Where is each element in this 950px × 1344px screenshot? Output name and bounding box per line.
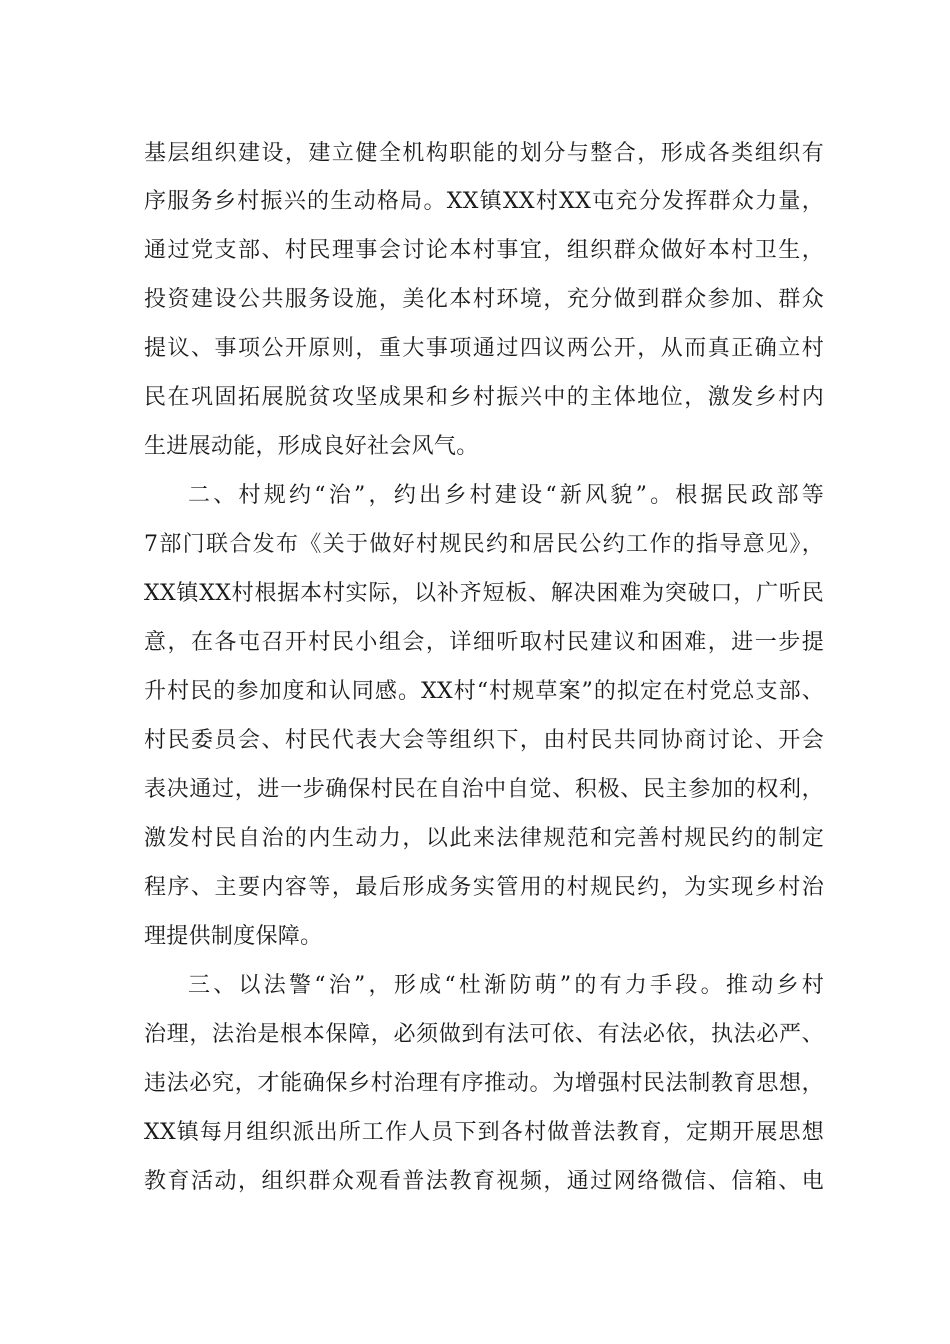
- text-line: 村民委员会、村民代表大会等组织下，由村民共同协商讨论、开会: [144, 728, 824, 753]
- text-line: 理提供制度保障。: [144, 924, 323, 949]
- text-line: 治理，法治是根本保障，必须做到有法可依、有法必依，执法必严、: [144, 1022, 824, 1047]
- text-line: 序服务乡村振兴的生动格局。XX镇XX村XX屯充分发挥群众力量，: [144, 189, 824, 214]
- text-line: 生进展动能，形成良好社会风气。: [144, 434, 479, 459]
- section-heading-line: 三、以法警“治”，形成“杜渐防萌”的有力手段。推动乡村: [188, 973, 824, 998]
- text-line: 违法必究，才能确保乡村治理有序推动。为增强村民法制教育思想，: [144, 1071, 824, 1096]
- text-line: 激发村民自治的内生动力，以此来法律规范和完善村规民约的制定: [144, 826, 824, 851]
- text-line: 7部门联合发布《关于做好村规民约和居民公约工作的指导意见》，: [144, 532, 824, 557]
- section-heading-line: 二、村规约“治”，约出乡村建设“新风貌”。根据民政部等: [188, 483, 824, 508]
- text-line: 教育活动，组织群众观看普法教育视频，通过网络微信、信箱、电: [144, 1169, 824, 1194]
- text-line: 提议、事项公开原则，重大事项通过四议两公开，从而真正确立村: [144, 336, 824, 361]
- text-line: 表决通过，进一步确保村民在自治中自觉、积极、民主参加的权利，: [144, 777, 824, 802]
- text-line: XX镇每月组织派出所工作人员下到各村做普法教育，定期开展思想: [144, 1120, 824, 1145]
- text-line: 投资建设公共服务设施，美化本村环境，充分做到群众参加、群众: [144, 287, 824, 312]
- text-line: 通过党支部、村民理事会讨论本村事宜，组织群众做好本村卫生，: [144, 238, 824, 263]
- text-line: 升村民的参加度和认同感。XX村“村规草案”的拟定在村党总支部、: [144, 679, 824, 704]
- text-line: 基层组织建设，建立健全机构职能的划分与整合，形成各类组织有: [144, 141, 824, 166]
- text-line: XX镇XX村根据本村实际，以补齐短板、解决困难为突破口，广听民: [144, 581, 824, 606]
- text-line: 程序、主要内容等，最后形成务实管用的村规民约，为实现乡村治: [144, 875, 824, 900]
- text-line: 民在巩固拓展脱贫攻坚成果和乡村振兴中的主体地位，激发乡村内: [144, 385, 824, 410]
- text-line: 意，在各屯召开村民小组会，详细听取村民建议和困难，进一步提: [144, 630, 824, 655]
